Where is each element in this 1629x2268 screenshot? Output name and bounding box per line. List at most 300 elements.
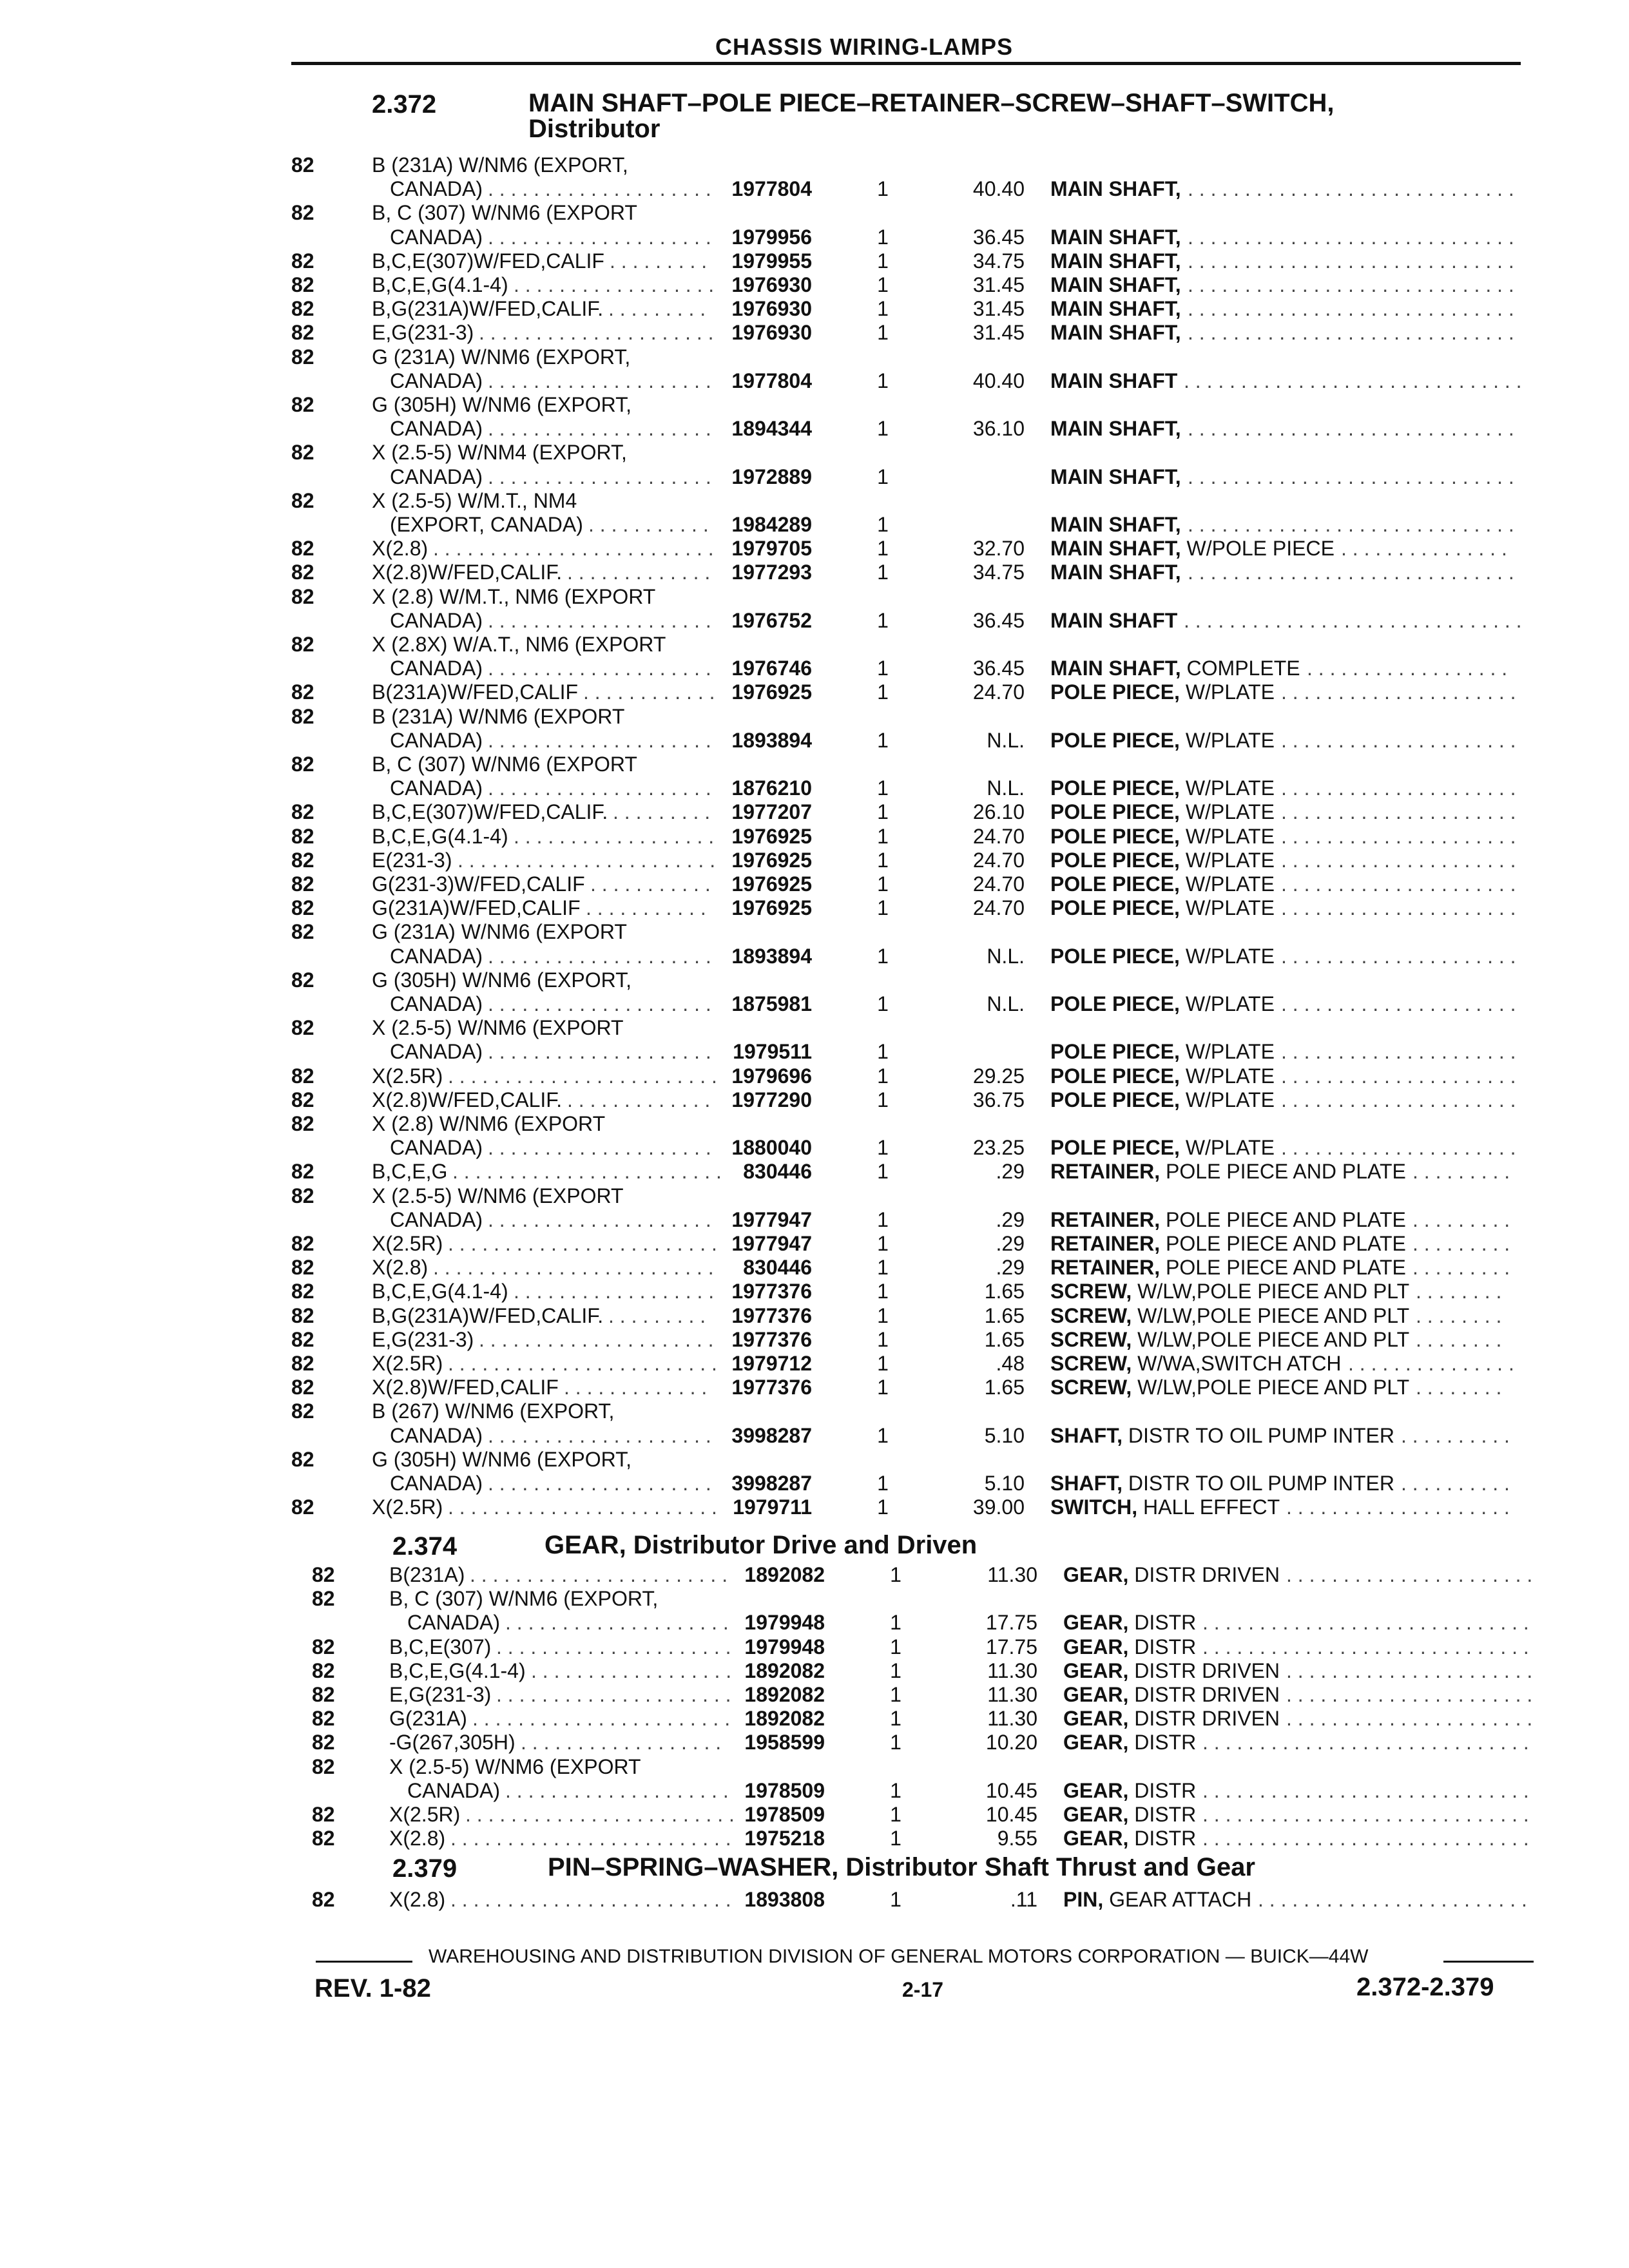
model-year: 82 [291,1280,314,1303]
application-line: CANADA) [390,225,483,249]
part-name-bold: GEAR, [1063,1635,1129,1658]
part-name [1050,825,1275,849]
leader-dots: . . . . . . . . . . . . . . . . . . . . . . . [458,848,716,872]
quantity: 1 [877,225,889,249]
part-name-detail: DISTR [1128,1778,1197,1802]
leader-dots: . . . . . . . . . . . . . . . . . . . . . [1281,1088,1516,1111]
leader-dots: . . . . . . . . . . . . . . . . . . . . [488,369,711,392]
part-name-detail: W/PLATE [1179,944,1275,968]
leader-dots: . . . . . . . . . . . . . . . . . . . . [488,177,711,201]
model-year: 82 [291,1184,314,1207]
part-name-detail: W/PLATE [1179,1136,1275,1160]
part-name-bold: GEAR, [1063,1658,1129,1682]
application-line: X(2.8) [372,537,429,561]
application-line: CANADA) [390,177,483,201]
model-year: 82 [291,153,314,177]
application-line-1: X (2.8) W/NM6 (EXPORT [372,1112,606,1135]
part-name-bold: POLE PIECE, [1050,872,1180,896]
price: N.L. [987,776,1025,800]
model-year: 82 [291,704,314,728]
part-number: 1976925 [731,824,812,848]
model-year: 82 [291,1327,314,1351]
part-name [1050,1208,1406,1232]
application-line: CANADA) [390,608,483,632]
parts-row [291,1280,1548,1303]
price: 10.45 [985,1803,1037,1826]
part-name [1050,321,1181,345]
leader-dots: . . . . . . . . . [610,249,708,273]
leader-dots: . . . . . . . . . . . . . . . . . . . . . . . . . . . . . [1188,417,1514,441]
parts-row [312,1731,1568,1754]
application-line: B,C,E,G(4.1-4) [372,273,508,296]
application-line-1: B (267) W/NM6 (EXPORT, [372,1399,615,1423]
leader-dots: . . . . . . . . . . . . . . . . . . . . . . . . [448,1064,717,1088]
model-year: 82 [291,1303,314,1327]
part-name-bold: POLE PIECE, [1050,848,1180,872]
part-number: 1984289 [731,512,812,536]
price: 29.25 [972,1064,1025,1088]
part-name [1050,177,1181,201]
part-name [1050,369,1177,393]
part-name [1050,561,1181,584]
leader-dots: . . . . . . . . . . . . . . . . . . . . [505,1611,729,1635]
part-name [1063,1827,1196,1850]
model-year: 82 [291,1376,314,1399]
model-year: 82 [291,1256,314,1280]
part-name-detail: W/PLATE [1179,1088,1275,1111]
parts-row [291,633,1548,680]
leader-dots: . . . . . . . . . . . . . . . . . . . . . . . . . . . . . [1202,1827,1529,1850]
model-year: 82 [312,1587,335,1611]
quantity: 1 [877,776,889,800]
part-name-detail: POLE PIECE AND PLATE [1160,1160,1406,1184]
model-year: 82 [312,1635,335,1658]
application-line: CANADA) [390,776,483,800]
part-name-detail: GEAR ATTACH [1103,1888,1252,1911]
part-name-bold: GEAR, [1063,1683,1129,1706]
model-year: 82 [312,1803,335,1826]
part-name-detail: POLE PIECE AND PLATE [1160,1207,1406,1231]
part-name [1050,1495,1280,1519]
leader-dots: . . . . . . . . . . . . . . . . . . . . . . . . . . . . . [1188,512,1514,536]
application-line: E(231-3) [372,848,452,872]
part-number: 1880040 [731,1136,812,1160]
part-name [1050,1376,1409,1399]
part-name-bold: MAIN SHAFT [1050,608,1178,632]
parts-row [291,1064,1548,1088]
part-name [1050,1304,1409,1328]
part-number: 1976930 [731,297,812,321]
part-name-bold: GEAR, [1063,1611,1129,1635]
leader-dots: . . . . . . . . . . . . . . . [1341,537,1507,561]
price: 23.25 [972,1136,1025,1160]
leader-dots: . . . . . . . . . . . . . . . . . . . . . [1281,1040,1516,1064]
part-name [1050,1256,1406,1280]
part-name-bold: RETAINER, [1050,1256,1161,1280]
part-name-bold: MAIN SHAFT, [1050,561,1181,584]
quantity: 1 [877,561,889,584]
part-number: 1977947 [731,1207,812,1231]
model-year: 82 [291,848,314,872]
leader-dots: . . . . . . . . . [608,297,706,321]
part-number: 1977376 [731,1303,812,1327]
part-name [1063,1707,1280,1731]
model-year: 82 [291,273,314,296]
quantity: 1 [877,512,889,536]
application-line: CANADA) [407,1611,501,1635]
application-line: CANADA) [390,1207,483,1231]
part-number: 1976925 [731,872,812,896]
quantity: 1 [877,297,889,321]
part-name-bold: SCREW, [1050,1376,1132,1399]
part-name [1050,1280,1409,1303]
part-name-bold: PIN, [1063,1888,1104,1911]
quantity: 1 [877,1136,889,1160]
parts-row [291,705,1548,753]
leader-dots: . . . . . . . . . [1412,1232,1510,1255]
part-name-detail: W/PLATE [1179,992,1275,1015]
parts-row [312,1587,1568,1635]
leader-dots: . . . . . . . . . . . . . . . . . . . . [488,776,711,800]
quantity: 1 [890,1803,901,1826]
part-name [1050,896,1275,920]
parts-row [312,1755,1568,1803]
part-number: 1976930 [731,273,812,296]
model-year: 82 [291,321,314,345]
price: 36.10 [972,417,1025,441]
part-name-detail: W/PLATE [1179,872,1275,896]
part-name [1050,872,1275,896]
parts-row [291,393,1548,441]
part-name [1063,1683,1280,1707]
parts-row [291,1256,1548,1280]
quantity: 1 [877,1064,889,1088]
part-name [1050,537,1335,561]
application-line-1: X (2.5-5) W/NM6 (EXPORT [389,1754,641,1778]
model-year: 82 [312,1658,335,1682]
price: 34.75 [972,561,1025,584]
price: 1.65 [984,1376,1025,1399]
leader-dots: . . . . . . . . . . . . . . . . . . . . . . . . . . . . . [1202,1635,1529,1658]
part-number: 1979955 [731,249,812,273]
leader-dots: . . . . . . . . . . . . . . . . . . [521,1731,722,1754]
price: 31.45 [972,297,1025,321]
price: 36.45 [972,608,1025,632]
price: 34.75 [972,249,1025,273]
part-name-detail: DISTR [1128,1731,1197,1754]
application-line: X(2.8) [372,1256,429,1280]
parts-row [291,1376,1548,1399]
application-line: E,G(231-3) [389,1683,492,1706]
price: 39.00 [972,1495,1025,1519]
part-name-detail: COMPLETE [1181,657,1300,680]
part-name-detail: W/PLATE [1179,848,1275,872]
leader-dots: . . . . . . . . . . . . . . . . . . . . . . . . [448,1352,717,1375]
price: 11.30 [987,1563,1037,1586]
leader-dots: . . . . . . . . . . . . . . . . . . . . . . [1286,1683,1533,1706]
quantity: 1 [877,1423,889,1447]
model-year: 82 [291,1016,314,1040]
part-name [1063,1888,1251,1912]
section-number: 2.374 [392,1532,458,1561]
application-line: B(231A) [389,1563,465,1586]
leader-dots: . . . . . . . . . . . . . . . . . . . . [488,992,711,1015]
model-year: 82 [312,1563,335,1586]
part-name [1063,1611,1196,1635]
price: 1.65 [984,1280,1025,1303]
part-name [1050,465,1181,489]
application-line: B,G(231A)W/FED,CALIF. [372,1303,604,1327]
part-number: 1979948 [744,1611,825,1635]
parts-row [291,297,1548,321]
section-title: GEAR, Distributor Drive and Driven [545,1531,978,1559]
model-year: 82 [291,872,314,896]
section-title: PIN–SPRING–WASHER, Distributor Shaft Thrust and Gear [548,1853,1255,1881]
price: 24.70 [972,872,1025,896]
leader-dots: . . . . . . . . . . . . . . . . . . . . [488,728,711,752]
price: 40.40 [972,177,1025,201]
price: 36.45 [972,657,1025,680]
section-number: 2.372 [372,90,437,119]
leader-dots: . . . . . . . . . . . . . . . . . . . . . [1281,680,1516,704]
application-line: G(231A)W/FED,CALIF [372,896,581,920]
part-name [1050,513,1181,537]
parts-row [291,1448,1548,1495]
quantity: 1 [890,1888,901,1911]
part-name-bold: MAIN SHAFT, [1050,657,1181,680]
part-name [1050,297,1181,321]
application-line: CANADA) [390,1040,483,1064]
part-number: 1892082 [744,1683,825,1706]
leader-dots: . . . . . . . . . . . . . . . . . . . . . [1281,800,1516,824]
model-year: 82 [312,1731,335,1754]
part-name-detail: DISTR DRIVEN [1128,1683,1280,1706]
leader-dots: . . . . . . . . . [1412,1256,1510,1280]
part-number: 1977293 [731,561,812,584]
part-number: 1979511 [733,1040,812,1064]
part-name-bold: MAIN SHAFT, [1050,512,1181,536]
quantity: 1 [877,944,889,968]
parts-row [291,872,1548,896]
part-number: 1958599 [744,1731,825,1754]
part-name [1050,609,1177,633]
part-name-detail: W/PLATE [1179,1040,1275,1064]
leader-dots: . . . . . . . . . . . [588,512,709,536]
model-year: 82 [291,393,314,416]
quantity: 1 [890,1707,901,1731]
price: 36.45 [972,225,1025,249]
leader-dots: . . . . . . . . [1416,1376,1502,1399]
parts-row [291,1232,1548,1256]
parts-row [291,1328,1548,1352]
application-line: -G(267,305H) [389,1731,516,1754]
leader-dots: . . . . . . . . . . . . . . . . . . . . . [479,1327,714,1351]
application-line: B,C,E,G(4.1-4) [372,1280,508,1303]
part-name [1050,1040,1275,1064]
parts-row [291,273,1548,297]
part-number: 1976925 [731,680,812,704]
parts-row [312,1888,1568,1912]
leader-dots: . . . . . . . . . . . . . . . . . . . . [488,1423,711,1447]
model-year: 82 [312,1827,335,1850]
application-line: B,G(231A)W/FED,CALIF. [372,297,604,321]
model-year: 82 [291,441,314,465]
part-name [1050,1064,1275,1088]
quantity: 1 [877,1471,889,1495]
application-line: G(231A) [389,1707,467,1731]
leader-dots: . . . . . . . . . . . . . . . . . . . . . . . . . [433,1256,714,1280]
part-name-detail: DISTR [1128,1611,1197,1635]
price: 1.65 [984,1303,1025,1327]
quantity: 1 [877,177,889,201]
leader-dots: . . . . . . . . . . . . . . . . . . . . [1286,1495,1510,1519]
part-number: 1979956 [731,225,812,249]
part-name-bold: MAIN SHAFT, [1050,537,1181,561]
quantity: 1 [890,1731,901,1754]
quantity: 1 [890,1778,901,1802]
part-name-detail: DISTR [1128,1635,1197,1658]
application-line: X(2.5R) [372,1495,443,1519]
part-name-detail: W/PLATE [1179,1064,1275,1088]
price: 17.75 [985,1635,1037,1658]
quantity: 1 [877,1207,889,1231]
leader-dots: . . . . . . . . . . . . . . . . . . . . . . . . . . . . . [1202,1778,1529,1802]
leader-dots: . . . . . . . . . . . . . . . . . . . . . [1281,776,1516,800]
application-line: B,C,E,G [372,1160,448,1184]
model-year: 82 [291,297,314,321]
parts-row [291,1495,1548,1519]
parts-row [291,1352,1548,1376]
header-rule [291,62,1521,65]
part-name [1050,849,1275,872]
model-year: 82 [291,753,314,776]
leader-dots: . . . . . . . . . . [1401,1471,1510,1495]
quantity: 1 [890,1611,901,1635]
part-name-bold: POLE PIECE, [1050,680,1180,704]
model-year: 82 [291,488,314,512]
parts-row [291,1304,1548,1328]
leader-dots: . . . . . . . . . . . . . [564,1376,708,1399]
part-number: 1977290 [731,1088,812,1111]
part-name [1050,729,1275,753]
model-year: 82 [291,1088,314,1111]
parts-row [291,825,1548,849]
price: .29 [996,1207,1025,1231]
leader-dots: . . . . . . . . . [608,1303,706,1327]
part-name [1050,226,1181,249]
parts-row [312,1659,1568,1683]
model-year: 82 [291,824,314,848]
leader-dots: . . . . . . . . . . . . . . . . . . . . . . . . . . . . . [1188,297,1514,321]
part-name-detail: DISTR DRIVEN [1128,1707,1280,1731]
part-name-bold: SHAFT, [1050,1471,1123,1495]
parts-row [291,585,1548,633]
part-name-bold: SCREW, [1050,1280,1132,1303]
part-number: 1976925 [731,848,812,872]
leader-dots: . . . . . . . . . . . [590,872,711,896]
quantity: 1 [877,1160,889,1184]
leader-dots: . . . . . . . . . . . . . . . . . . . . . [1281,824,1516,848]
price: 31.45 [972,321,1025,345]
parts-row [291,753,1548,800]
part-name [1063,1635,1196,1659]
leader-dots: . . . . . . . . . . . . . . . . . . . . [505,1778,729,1802]
part-number: 1892082 [744,1707,825,1731]
quantity: 1 [877,1232,889,1255]
part-name [1050,417,1181,441]
part-name [1050,657,1300,680]
part-number: 3998287 [731,1423,812,1447]
section-title: MAIN SHAFT–POLE PIECE–RETAINER–SCREW–SHAFT–SWITCH, [528,89,1335,117]
part-name-bold: GEAR, [1063,1827,1129,1850]
application-line: E,G(231-3) [372,1327,474,1351]
leader-dots: . . . . . . . . . . . . . . . . . . . . . . [1286,1707,1533,1731]
price: 36.75 [972,1088,1025,1111]
parts-row [291,1016,1548,1064]
application-line: B,C,E,G(4.1-4) [389,1658,526,1682]
leader-dots: . . . . . . . . . . . . . . . . . . . . . . . [470,1563,728,1586]
part-name-bold: POLE PIECE, [1050,800,1180,824]
leader-dots: . . . . . . . . . [1412,1207,1510,1231]
part-number: 1893808 [744,1888,825,1911]
leader-dots: . . . . . . . . . [613,800,711,824]
part-name-bold: RETAINER, [1050,1232,1161,1255]
part-name [1050,1472,1394,1495]
part-name-bold: RETAINER, [1050,1160,1161,1184]
part-number: 1978509 [744,1778,825,1802]
application-line: CANADA) [390,728,483,752]
part-name-bold: MAIN SHAFT, [1050,297,1181,321]
quantity: 1 [877,848,889,872]
leader-dots: . . . . . . . . [1416,1280,1502,1303]
part-name [1050,776,1275,800]
leader-dots: . . . . . . . . . . . . . . . . . . . . . [479,321,714,345]
part-name-detail: W/WA,SWITCH ATCH [1132,1352,1342,1375]
leader-dots: . . . . . . . . . . . . . . . . . . [531,1658,732,1682]
part-number: 1979705 [731,537,812,561]
application-line: X(2.5R) [389,1803,461,1826]
application-line-1: B, C (307) W/NM6 (EXPORT [372,201,637,225]
parts-row [291,680,1548,704]
application-line-1: B (231A) W/NM6 (EXPORT [372,704,625,728]
part-name-bold: MAIN SHAFT, [1050,417,1181,441]
part-number: 1977376 [731,1280,812,1303]
parts-row [291,345,1548,393]
part-name [1063,1659,1280,1683]
part-name-bold: POLE PIECE, [1050,1064,1180,1088]
model-year: 82 [291,1447,314,1471]
price: 5.10 [984,1471,1025,1495]
quantity: 1 [877,417,889,441]
leader-dots: . . . . . . . . [1416,1303,1502,1327]
revision-label: REV. 1-82 [314,1974,431,2003]
part-name-bold: POLE PIECE, [1050,1136,1180,1160]
part-number: 1979696 [731,1064,812,1088]
part-name [1063,1563,1280,1587]
quantity: 1 [890,1683,901,1706]
part-number: 830446 [743,1160,812,1184]
parts-row [291,1160,1548,1184]
application-line: CANADA) [390,465,483,488]
part-name-bold: POLE PIECE, [1050,728,1180,752]
part-number: 3998287 [731,1471,812,1495]
part-number: 830446 [743,1256,812,1280]
leader-dots: . . . . . . . . . . . . . . . . . . . . . . . . . . . . . [1188,177,1514,201]
model-year: 82 [291,1399,314,1423]
application-line: G(231-3)W/FED,CALIF [372,872,585,896]
leader-dots: . . . . . . . . . . . . . . . . . . [514,1280,715,1303]
part-name [1050,1160,1406,1184]
